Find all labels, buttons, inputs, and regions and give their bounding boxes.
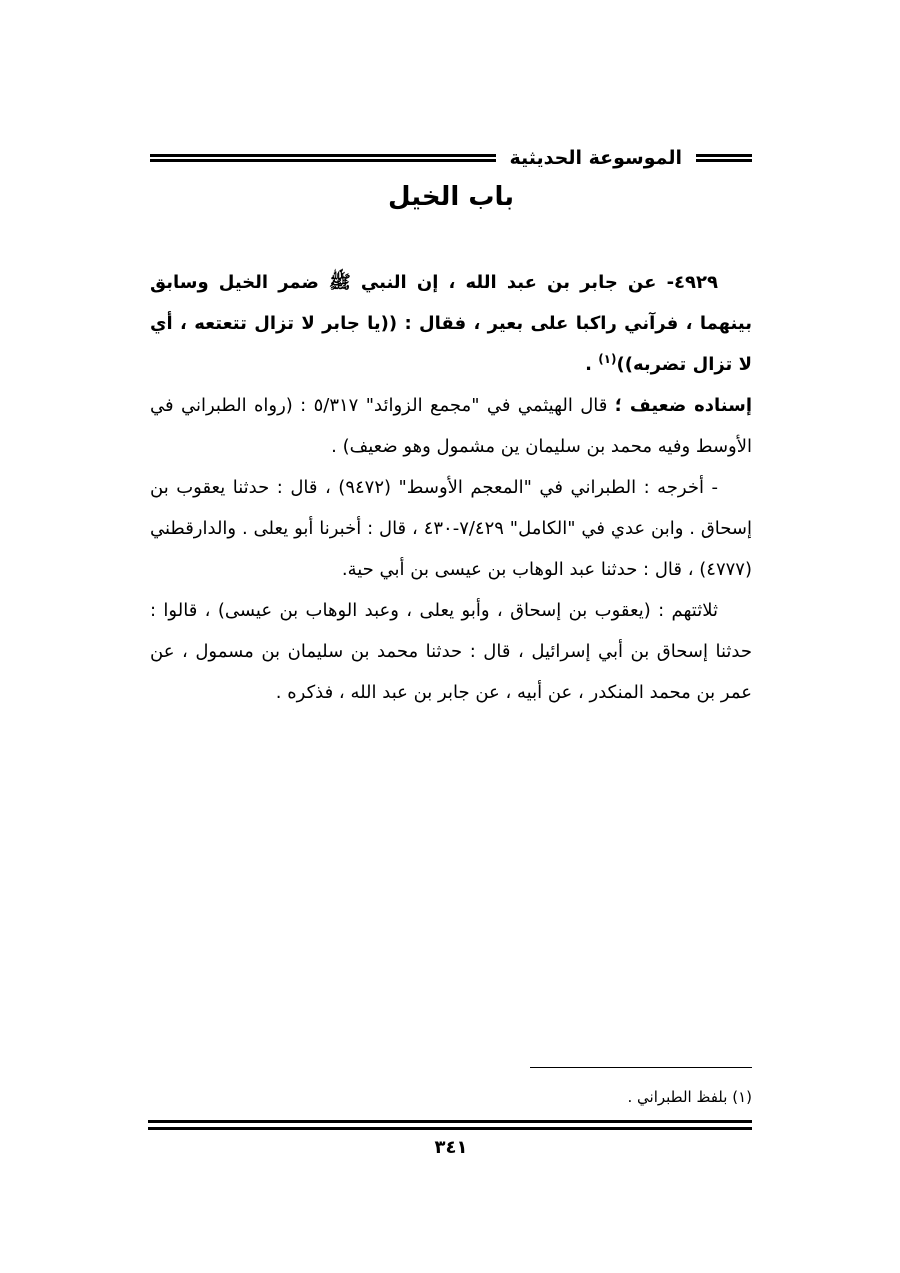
hadith-paragraph <box>150 262 752 385</box>
grade-text: قال الهيثمي في "مجمع الزوائد" ٥/٣١٧ : (رواه الطبراني في الأوسط وفيه محمد بن سليمان ين مشمول وهو ضعيف) . <box>150 395 752 457</box>
hadith-text: ٤٩٢٩- عن جابر بن عبد الله ، إن النبي ﷺ ضمر الخيل وسابق بينهما ، فرآني راكبا على بعير ، فقال : ((يا جابر لا تزال تتعتعه ، أي لا تزال تضربه)) <box>150 272 752 375</box>
hadith-end: . <box>585 354 599 375</box>
header-rule-right <box>696 154 752 162</box>
isnad-paragraph: ثلاثتهم : (يعقوب بن إسحاق ، وأبو يعلى ، وعبد الوهاب بن عيسى) ، قالوا : حدثنا إسحاق بن أبي إسرائيل ، قال : حدثنا محمد بن سليمان بن مسمول ، عن عمر بن محمد المنكدر ، عن أبيه ، عن جابر بن عبد الله ، فذكره . <box>150 600 752 703</box>
grade-label: إسناده ضعيف ؛ <box>614 395 752 416</box>
grade-paragraph <box>150 385 752 467</box>
footer-rule <box>148 1120 752 1130</box>
header-rule-left <box>150 154 496 162</box>
body-text <box>150 262 752 713</box>
header-title: الموسوعة الحديثية <box>509 147 682 169</box>
running-header <box>150 140 752 176</box>
chapter-title: باب الخيل <box>388 182 514 212</box>
footnote: (١) بلفظ الطبراني . <box>627 1088 752 1106</box>
page-number: ٣٤١ <box>434 1137 468 1158</box>
footnote-ref: (١) <box>598 352 617 366</box>
footnote-separator <box>530 1067 752 1068</box>
takhrij-paragraph: - أخرجه : الطبراني في "المعجم الأوسط" (٩٤٧٢) ، قال : حدثنا يعقوب بن إسحاق . وابن عدي في "الكامل" ٧/٤٢٩-٤٣٠ ، قال : أخبرنا أبو يعلى . والدارقطني (٤٧٧٧) ، قال : حدثنا عبد الوهاب بن عيسى بن أبي حية. <box>150 477 752 580</box>
